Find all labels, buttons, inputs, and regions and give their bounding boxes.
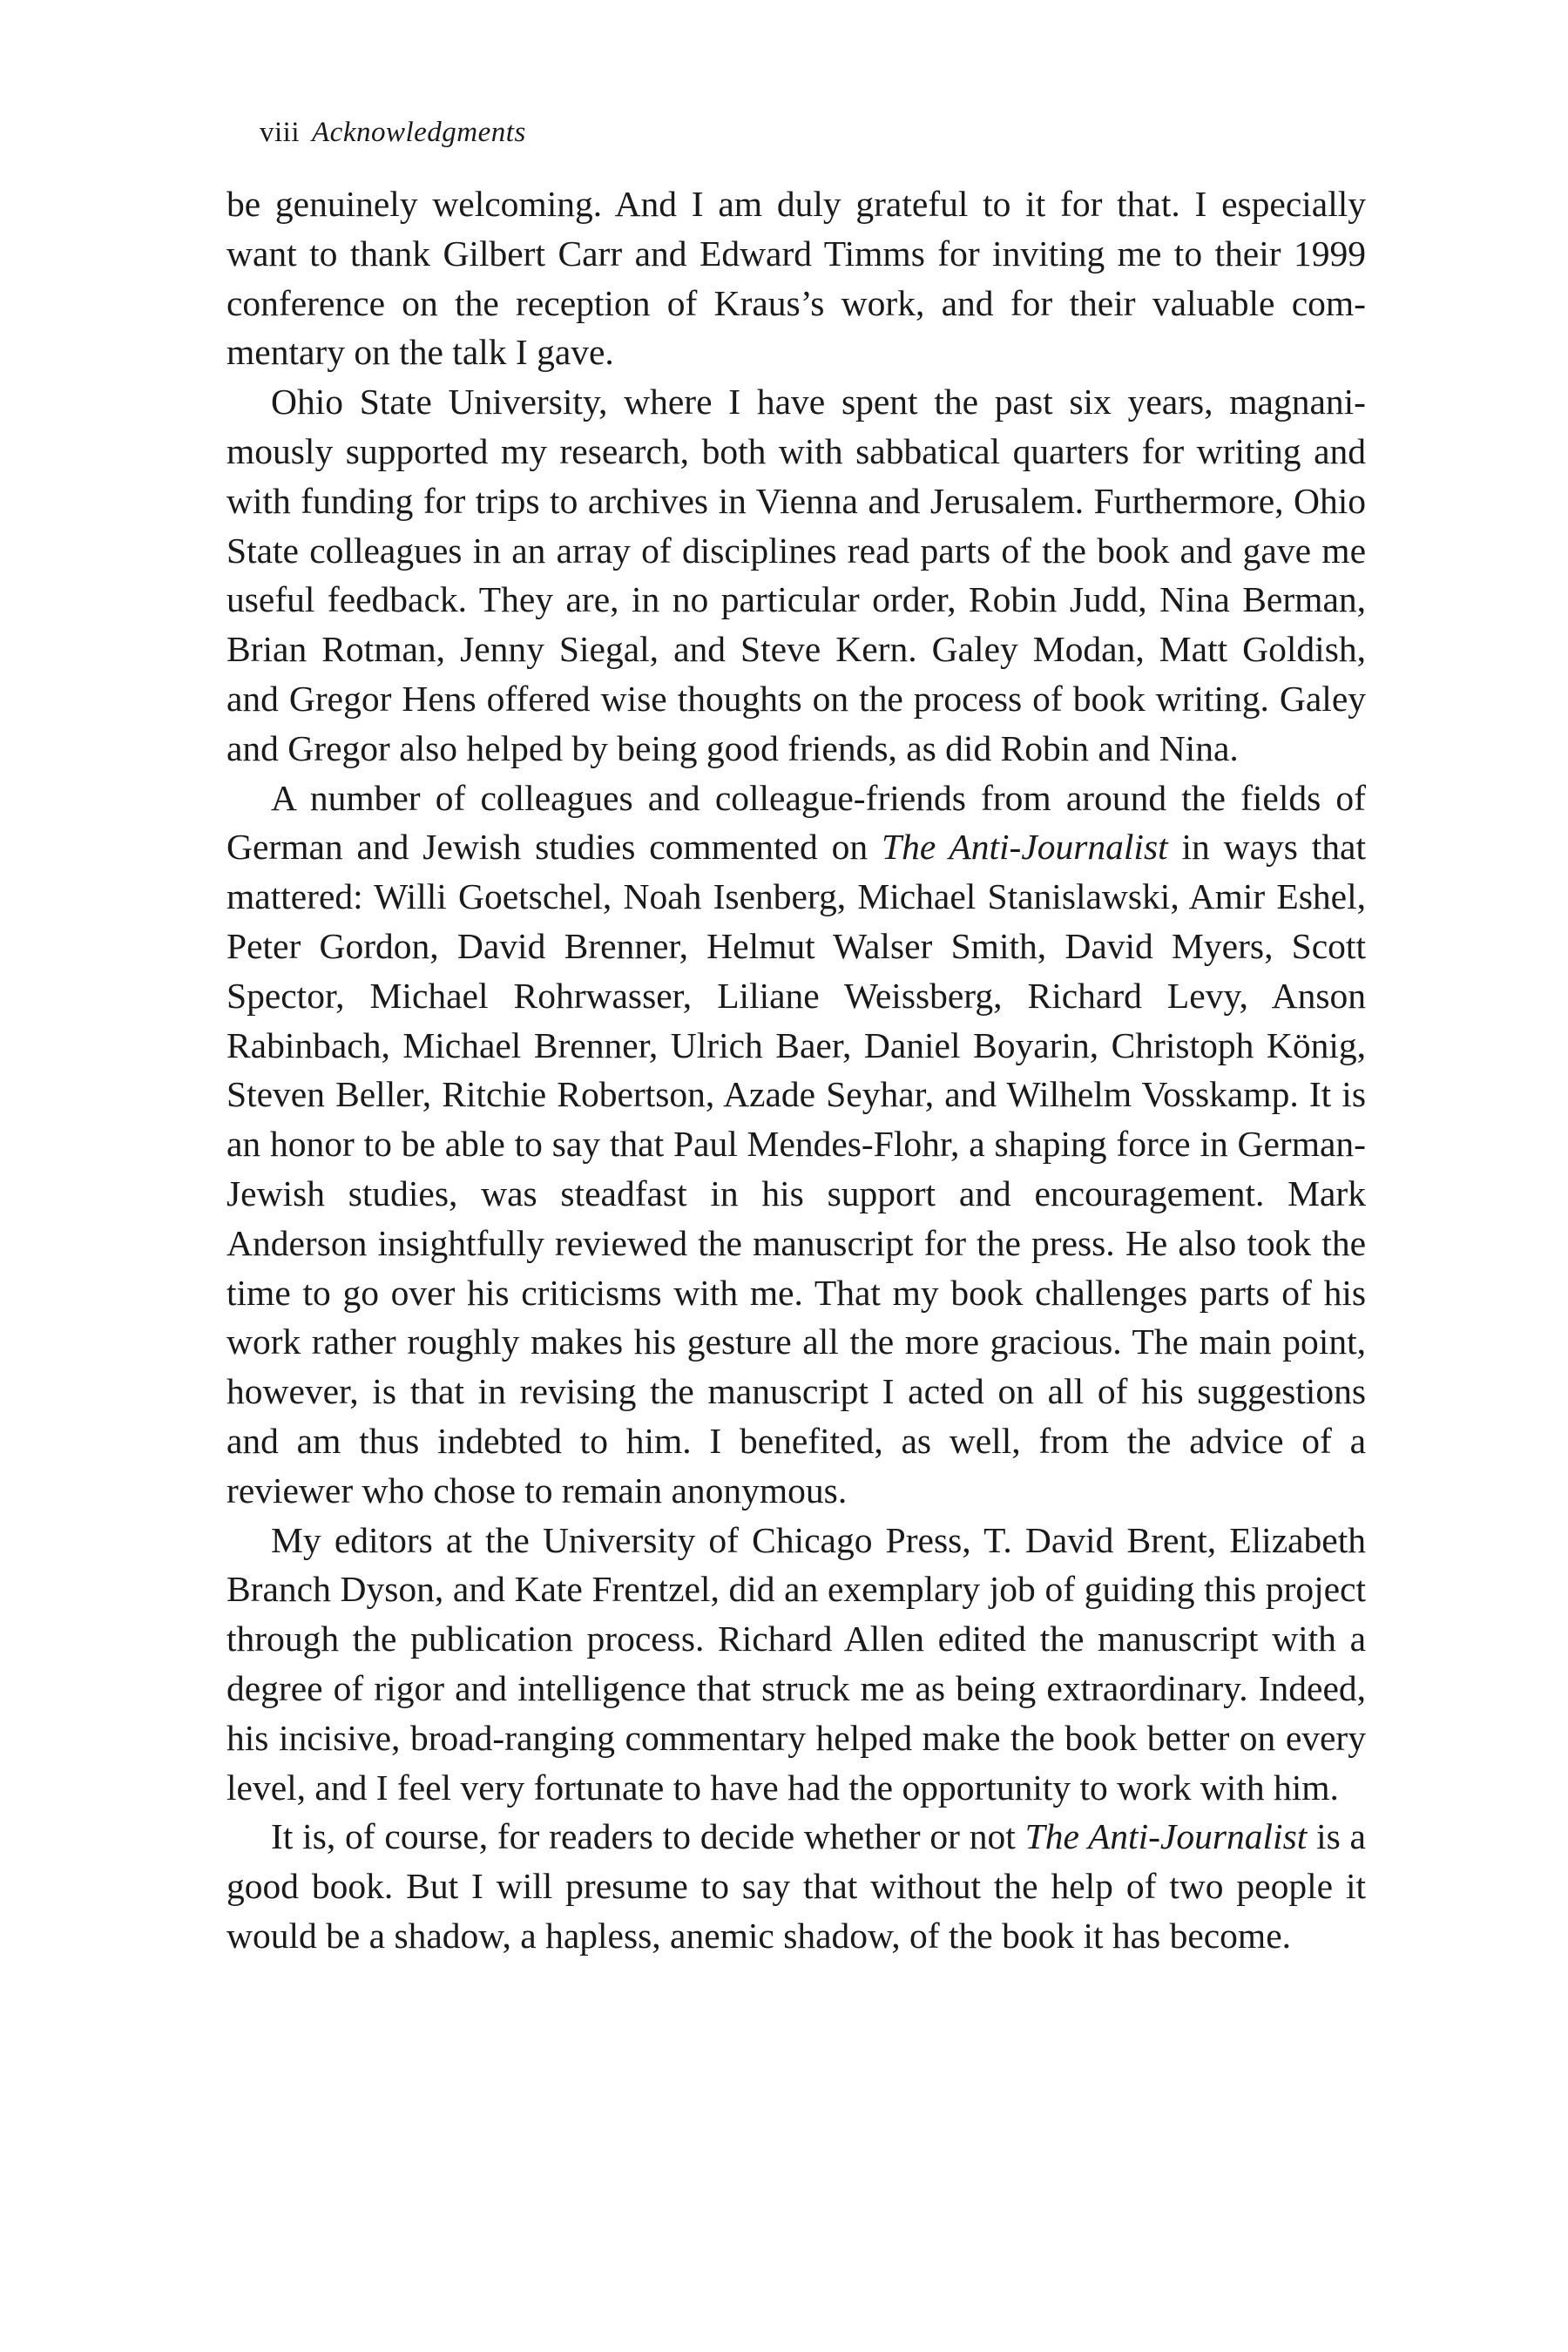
page-number: viii: [260, 117, 301, 148]
paragraph-text: A number of colleagues and colleague-friends from around the fields of German and Jewish studies commented on: [226, 777, 1366, 868]
body-text: [226, 179, 1366, 1961]
paragraph: [226, 179, 1366, 377]
paragraph: [226, 1812, 1366, 1960]
paragraph-text: in ways that mattered: Willi Goetschel, Noah Isenberg, Michael Stanislawski, Amir Eshel, Peter Gordon, David Brenner, Helmut Walser Smith, David Myers, Scott Spector, Michael Rohrwasser, Liliane Weissberg, Richard Levy, Anson Rabinbach, Michael Brenner, Ulrich Baer, Daniel Boyarin, Christoph König, Steven Beller, Ritchie Robertson, Azade Seyhar, and Wilhelm Vosskamp. It is an honor to be able to say that Paul Mendes-Flohr, a shaping force in German-Jewish studies, was steadfast in his support and encouragement. Mark Anderson insightfully reviewed the manuscript for the press. He also took the time to go over his criticisms with me. That my book challenges parts of his work rather roughly makes his gesture all the more gracious. The main point, however, is that in revising the manuscript I acted on all of his suggestions and am thus indebted to him. I benefited, as well, from the advice of a reviewer who chose to remain anonymous.: [226, 827, 1366, 1511]
paragraph-text: is a good book. But I will presume to say that without the help of two people it would be a shadow, a hapless, anemic shadow, of the book it has become.: [226, 1816, 1366, 1956]
book-title-italic: The Anti-Journalist: [882, 827, 1168, 868]
paragraph: [226, 774, 1366, 1516]
paragraph: [226, 1516, 1366, 1813]
paragraph-text: be genuinely welcoming. And I am duly grateful to it for that. I especially want to thank Gilbert Carr and Edward Timms for inviting me to their 1999 conference on the reception of Kraus’s work, and for their valuable commentary on the talk I gave.: [226, 184, 1366, 373]
paragraph-text: My editors at the University of Chicago Press, T. David Brent, Elizabeth Branch Dyson, and Kate Frentzel, did an exemplary job of guiding this project through the publication process. Richard Allen edited the manuscript with a degree of rigor and intelligence that struck me as being extraordinary. Indeed, his incisive, broad-ranging commentary helped make the book better on every level, and I feel very fortunate to have had the opportunity to work with him.: [226, 1519, 1366, 1808]
running-head: [260, 115, 526, 150]
running-head-title: Acknowledgments: [312, 117, 526, 148]
paragraph: [226, 377, 1366, 773]
paragraph-text: Ohio State University, where I have spent the past six years, magnanimously supported my research, both with sabbatical quarters for writing and with funding for trips to archives in Vienna and Jerusalem. Furthermore, Ohio State colleagues in an array of disciplines read parts of the book and gave me useful feedback. They are, in no particular order, Robin Judd, Nina Berman, Brian Rotman, Jenny Siegal, and Steve Kern. Galey Modan, Matt Goldish, and Gregor Hens offered wise thoughts on the process of book writing. Galey and Gregor also helped by being good friends, as did Robin and Nina.: [226, 382, 1366, 768]
paragraph-text: It is, of course, for readers to decide whether or not: [271, 1816, 1025, 1857]
book-title-italic: The Anti-Journalist: [1024, 1816, 1308, 1857]
